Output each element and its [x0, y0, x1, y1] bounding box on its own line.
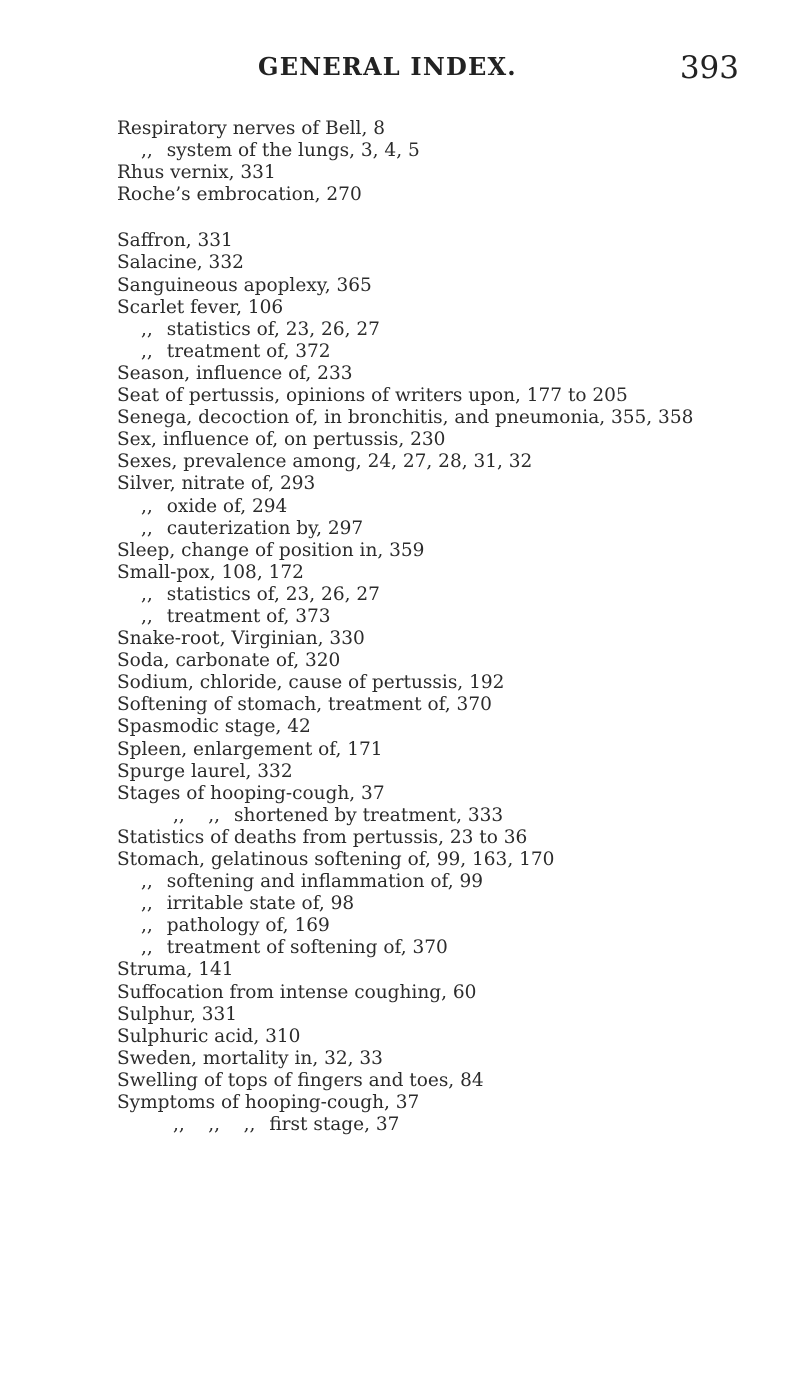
entry-text: Struma, 141 — [117, 959, 234, 981]
entry-text: pathology of, 169 — [166, 915, 330, 937]
entry-text: Season, influence of, 233 — [117, 362, 353, 384]
index-entry — [117, 650, 777, 672]
ditto-mark: ,, — [141, 495, 153, 517]
index-entry — [117, 540, 777, 562]
entry-text: Spurge laurel, 332 — [117, 760, 293, 782]
ditto-mark: ,, — [141, 318, 153, 340]
index-entry — [117, 1026, 777, 1048]
entry-text: Sulphur, 331 — [117, 1003, 238, 1025]
entry-text: Statistics of deaths from pertussis, 23 to 36 — [117, 826, 528, 848]
index-entry — [117, 1092, 777, 1114]
index-entry — [117, 761, 777, 783]
entry-text: Symptoms of hooping-cough, 37 — [117, 1092, 420, 1114]
index-subentry — [117, 584, 777, 606]
entry-text: cauterization by, 297 — [166, 517, 364, 539]
entry-text: Sweden, mortality in, 32, 33 — [117, 1047, 383, 1069]
entry-text: oxide of, 294 — [166, 495, 288, 517]
index-subentry — [117, 915, 777, 937]
index-entry — [117, 451, 777, 473]
index-entry — [117, 275, 777, 297]
entry-text: treatment of, 372 — [166, 340, 331, 362]
index-entry — [117, 716, 777, 738]
index-entry — [117, 849, 777, 871]
index-entry — [117, 959, 777, 981]
ditto-mark: ,, — [141, 517, 153, 539]
ditto-mark: ,, — [141, 915, 153, 937]
ditto-mark: ,, ,, ,, — [173, 1114, 256, 1136]
entry-text: treatment of, 373 — [166, 605, 331, 627]
index-subentry — [117, 140, 777, 162]
index-subentry — [117, 496, 777, 518]
entry-text: Stages of hooping-cough, 37 — [117, 782, 385, 804]
entry-text: Sexes, prevalence among, 24, 27, 28, 31, 32 — [117, 451, 533, 473]
entry-text: Sulphuric acid, 310 — [117, 1025, 301, 1047]
entry-text: Saffron, 331 — [117, 230, 233, 252]
index-entry — [117, 162, 777, 184]
index-subentry — [117, 805, 777, 827]
index-entry — [117, 297, 777, 319]
index-entry — [117, 230, 777, 252]
index-entry — [117, 252, 777, 274]
entry-text: Sodium, chloride, cause of pertussis, 192 — [117, 672, 505, 694]
index-subentry — [117, 937, 777, 959]
entry-text: Seat of pertussis, opinions of writers upon, 177 to 205 — [117, 385, 628, 407]
entry-text: shortened by treatment, 333 — [234, 804, 504, 826]
entry-text: Snake-root, Virginian, 330 — [117, 628, 365, 650]
index-entry — [117, 694, 777, 716]
index-entry — [117, 628, 777, 650]
index-entry — [117, 783, 777, 805]
ditto-mark: ,, — [141, 893, 153, 915]
ditto-mark: ,, — [141, 140, 153, 162]
index-entry — [117, 1070, 777, 1092]
entry-text: Spasmodic stage, 42 — [117, 716, 311, 738]
index-subentry — [117, 871, 777, 893]
index-subentry — [117, 341, 777, 363]
ditto-mark: ,, — [141, 340, 153, 362]
index-list — [117, 118, 777, 1160]
entry-text: Spleen, enlargement of, 171 — [117, 738, 383, 760]
entry-text: system of the lungs, 3, 4, 5 — [166, 140, 420, 162]
entry-text: first stage, 37 — [269, 1114, 400, 1136]
index-entry — [117, 827, 777, 849]
index-subentry — [117, 319, 777, 341]
index-entry — [117, 1048, 777, 1070]
index-group — [117, 118, 777, 206]
index-entry — [117, 184, 777, 206]
index-entry — [117, 429, 777, 451]
ditto-mark: ,, — [141, 937, 153, 959]
entry-text: Sex, influence of, on pertussis, 230 — [117, 429, 446, 451]
entry-text: softening and inflammation of, 99 — [166, 871, 483, 893]
index-entry — [117, 1004, 777, 1026]
entry-text: Respiratory nerves of Bell, 8 — [117, 118, 386, 139]
running-header — [0, 52, 800, 92]
entry-text: Stomach, gelatinous softening of, 99, 163, 170 — [117, 849, 555, 870]
ditto-mark: ,, — [141, 605, 153, 627]
page-number: 393 — [679, 50, 739, 86]
entry-text: Silver, nitrate of, 293 — [117, 473, 316, 495]
ditto-mark: ,, ,, — [173, 804, 221, 826]
entry-text: Soda, carbonate of, 320 — [117, 650, 341, 672]
index-entry — [117, 739, 777, 761]
entry-text: Sanguineous apoplexy, 365 — [117, 274, 372, 296]
index-entry — [117, 118, 777, 140]
page-title: GENERAL INDEX. — [258, 52, 517, 81]
entry-text: Rhus vernix, 331 — [117, 162, 276, 184]
index-entry — [117, 473, 777, 495]
entry-text: irritable state of, 98 — [166, 893, 355, 915]
entry-text: Salacine, 332 — [117, 252, 244, 274]
entry-text: Roche’s embrocation, 270 — [117, 184, 362, 206]
entry-text: Senega, decoction of, in bronchitis, and pneumonia, 355, 358 — [117, 407, 694, 429]
index-subentry — [117, 606, 777, 628]
entry-text: Softening of stomach, treatment of, 370 — [117, 694, 492, 716]
index-group — [117, 230, 777, 1136]
ditto-mark: ,, — [141, 583, 153, 605]
index-entry — [117, 982, 777, 1004]
entry-text: statistics of, 23, 26, 27 — [166, 318, 380, 340]
index-entry — [117, 672, 777, 694]
entry-text: treatment of softening of, 370 — [166, 937, 448, 959]
index-entry — [117, 562, 777, 584]
index-entry — [117, 385, 777, 407]
index-entry — [117, 407, 777, 429]
index-subentry — [117, 893, 777, 915]
index-subentry — [117, 1114, 777, 1136]
entry-text: statistics of, 23, 26, 27 — [166, 583, 380, 605]
entry-text: Scarlet fever, 106 — [117, 296, 284, 318]
entry-text: Small-pox, 108, 172 — [117, 561, 304, 583]
entry-text: Suffocation from intense coughing, 60 — [117, 981, 477, 1003]
entry-text: Sleep, change of position in, 359 — [117, 539, 425, 561]
index-subentry — [117, 518, 777, 540]
index-entry — [117, 363, 777, 385]
ditto-mark: ,, — [141, 871, 153, 893]
entry-text: Swelling of tops of fingers and toes, 84 — [117, 1069, 484, 1091]
